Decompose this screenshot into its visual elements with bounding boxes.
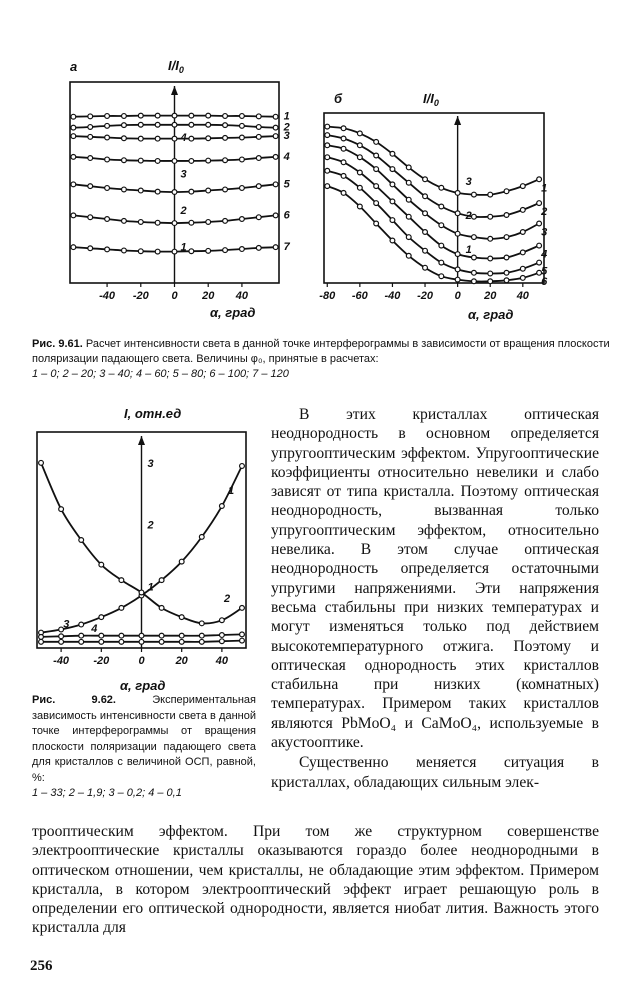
- body-text-full-width: [32, 822, 599, 938]
- caption-9-62-values: 1 – 33; 2 – 1,9; 3 – 0,2; 4 – 0,1: [32, 787, 182, 799]
- x-tick-label: -40: [99, 290, 116, 302]
- series-label-2: 2: [541, 206, 548, 219]
- y-axis-label-c: I, отн.ед: [124, 406, 182, 421]
- data-point: [179, 633, 184, 638]
- series-label-5: 5: [283, 178, 290, 191]
- data-point: [179, 559, 184, 564]
- data-point: [99, 633, 104, 638]
- paragraph-1: В этих кристаллах оптическая неоднородность в основном определяется упругооптическим эффектом. Упругооптические коэффициенты относительно невелики и слабо зависят от типа кристалла. Поэтому оптическая неоднородность, вызванная только упругооптическим эффектом, относительно невелика. В этом случае оптическая неоднородность определяется остаточными упругими напряжениями. Эти напряжения весьма стабильны при низких температурах и могут изменяться только под действием высокотемпературного отжига. Поэтому и оптическая однородность этих кристаллов стабильна при низких (комнатных) температурах. Примером таких кристаллов являются PbMoO₄ и CaMoO₄, используемые в акустооптике.: [271, 406, 599, 752]
- data-point: [119, 605, 124, 610]
- data-point: [159, 605, 164, 610]
- caption-9-61-text: Расчет интенсивности света в данной точке интерферограммы в зависимости от вращения плоскости поляризации падающего света. Величины φ₀, принятые в расчетах:: [32, 338, 610, 365]
- series-label-6: 6: [541, 275, 548, 288]
- series-label-3: 3: [63, 618, 70, 631]
- data-point: [139, 590, 144, 595]
- data-point: [99, 615, 104, 620]
- x-tick-label: 0: [454, 290, 461, 302]
- x-axis-label-a: α, град: [210, 305, 256, 320]
- y-axis-label-a: $I/I_0$: [168, 58, 184, 75]
- y-tick-label: 1: [465, 244, 472, 256]
- data-point: [79, 538, 84, 543]
- x-tick-label: -20: [93, 655, 110, 667]
- data-point: [240, 605, 245, 610]
- data-point: [99, 562, 104, 567]
- series-label-4: 4: [91, 622, 98, 635]
- y-tick-label: 3: [147, 457, 154, 470]
- data-point: [159, 639, 164, 644]
- series-label-4: 4: [283, 150, 290, 163]
- series-label-1: 1: [227, 484, 235, 497]
- data-point: [119, 578, 124, 583]
- x-tick-label: 0: [138, 655, 145, 667]
- y-axis-arrow: [138, 436, 145, 445]
- x-tick-label: -40: [53, 655, 70, 667]
- series-label-1: 1: [283, 110, 290, 123]
- data-point: [219, 633, 224, 638]
- data-point: [199, 621, 204, 626]
- data-point: [159, 578, 164, 583]
- data-point: [79, 639, 84, 644]
- series-label-7: 7: [283, 241, 290, 254]
- series-label-6: 6: [283, 209, 290, 222]
- data-point: [219, 639, 224, 644]
- x-tick-label: -20: [417, 290, 433, 302]
- x-tick-label: -20: [132, 290, 149, 302]
- figure-9-62-caption: [32, 693, 256, 802]
- x-tick-label: 20: [175, 655, 188, 667]
- body-text-column: [271, 405, 599, 792]
- data-point: [39, 639, 44, 644]
- caption-9-62-label: Рис. 9.62.: [32, 694, 116, 706]
- data-point: [139, 633, 144, 638]
- caption-9-61-label: Рис. 9.61.: [32, 338, 83, 350]
- data-point: [59, 639, 64, 644]
- data-point: [119, 633, 124, 638]
- page-number: 256: [30, 958, 53, 974]
- caption-9-61-values: 1 – 0; 2 – 20; 3 – 40; 4 – 60; 5 – 80; 6 – 100; 7 – 120: [32, 368, 289, 380]
- paragraph-2-rest: трооптическим эффектом. При том же структурном совершенстве электрооптические кристаллы оказываются гораздо более неоднородными в оптическом отношении, чем кристаллы, не обладающие этим эффектом. Примером кристалла, в котором электрооптический эффект играет решающую роль в определении его оптической однородности, является ниобат лития. Важность этого кристалла для: [32, 823, 599, 937]
- data-point: [119, 639, 124, 644]
- data-point: [39, 460, 44, 465]
- x-axis-label-b: α, град: [468, 307, 514, 322]
- x-axis-label-c: α, град: [120, 678, 166, 693]
- y-tick-label: 2: [147, 519, 154, 532]
- data-point: [179, 615, 184, 620]
- series-label-4: 4: [541, 248, 548, 261]
- y-tick-label: 4: [180, 131, 187, 144]
- data-point: [240, 638, 245, 643]
- x-tick-label: -60: [351, 290, 368, 302]
- data-point: [240, 464, 245, 469]
- y-tick-label: 3: [180, 168, 187, 181]
- series-label-2: 2: [283, 121, 290, 134]
- data-point: [219, 618, 224, 623]
- y-tick-label: 2: [465, 210, 472, 222]
- data-point: [99, 639, 104, 644]
- panel-label-a: а: [70, 59, 78, 74]
- data-point: [79, 633, 84, 638]
- x-tick-label: 20: [484, 290, 497, 302]
- series-label-1: 1: [541, 182, 548, 195]
- y-tick-label: 1: [180, 241, 187, 254]
- panel-label-b: б: [334, 91, 343, 106]
- paragraph-2-start: Существенно меняется ситуация в кристаллах, обладающих сильным элек-: [271, 754, 599, 791]
- caption-9-62-text: Экспериментальная зависимость интенсивности света в данной точке интерферограммы от вращения плоскости поляризации падающего света для кристаллов с величиной ОСП, равной, %:: [32, 694, 256, 784]
- data-point: [39, 634, 44, 639]
- series-label-3: 3: [541, 226, 548, 239]
- x-tick-label: 40: [215, 655, 229, 667]
- data-point: [139, 639, 144, 644]
- data-point: [199, 535, 204, 540]
- x-tick-label: -40: [384, 290, 401, 302]
- data-point: [159, 633, 164, 638]
- series-label-5: 5: [541, 265, 548, 278]
- data-point: [240, 632, 245, 637]
- data-point: [59, 507, 64, 512]
- y-axis-label-b: $I/I_0$: [423, 91, 439, 108]
- data-point: [199, 633, 204, 638]
- data-point: [219, 504, 224, 509]
- series-label-2: 2: [223, 592, 231, 605]
- data-point: [199, 639, 204, 644]
- x-tick-label: 0: [171, 290, 178, 302]
- data-point: [59, 634, 64, 639]
- y-tick-label: 3: [465, 176, 472, 188]
- x-tick-label: 40: [235, 290, 249, 302]
- x-tick-label: -80: [319, 290, 336, 302]
- x-tick-label: 40: [516, 290, 529, 302]
- series-label-3: 3: [283, 130, 290, 143]
- y-tick-label: 1: [147, 581, 154, 594]
- data-point: [79, 622, 84, 627]
- figure-9-61-caption: [32, 337, 610, 382]
- data-point: [179, 639, 184, 644]
- y-tick-label: 2: [180, 204, 187, 217]
- x-tick-label: 20: [202, 290, 215, 302]
